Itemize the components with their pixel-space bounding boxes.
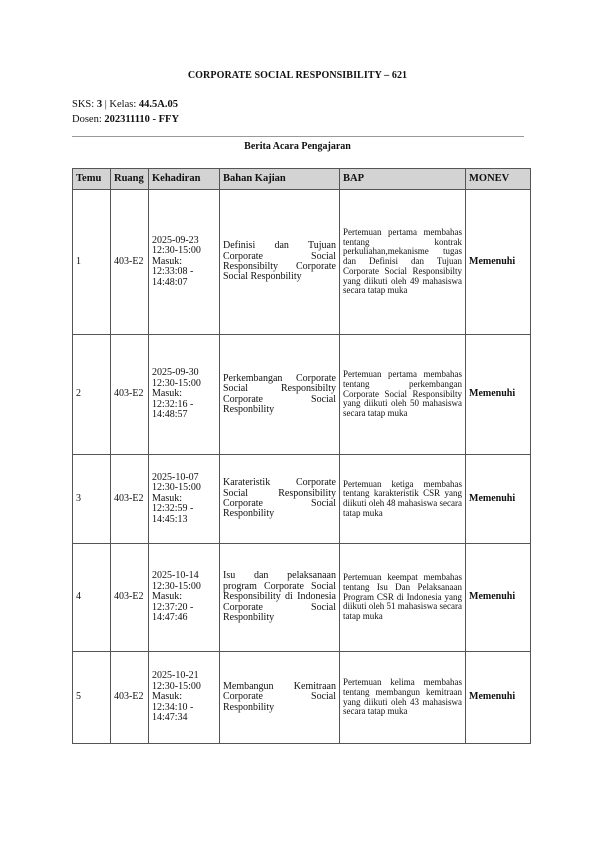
cell-ruang: 403-E2 [111,652,149,744]
cell-bahan-kajian: Membangun Kemitraan Corporate Social Responbility [220,652,340,744]
table-row [73,335,531,455]
cell-ruang: 403-E2 [111,190,149,335]
header-bap: BAP [340,169,466,190]
cell-bahan-kajian: Isu dan pelaksanaan program Corporate Social Responsibility di Indonesia Corporate Social Responbility [220,544,340,652]
table-row [73,455,531,544]
table-row [73,652,531,744]
dosen-label: Dosen: [72,114,105,125]
dosen-value: 202311110 - FFY [104,114,180,125]
cell-kehadiran [149,455,220,544]
header-temu: Temu [73,169,111,190]
cell-bap: Pertemuan pertama membahas tentang perkembangan Corporate Social Responsibilty yang diikuti oleh 50 mahasiswa secara tatap muka [340,335,466,455]
table-header-row [73,169,531,190]
kehadiran-tanggal: 2025-10-21 [152,670,199,682]
cell-temu: 4 [73,544,111,652]
cell-kehadiran [149,544,220,652]
kehadiran-masuk: 12:32:16 - 14:48:57 [152,398,194,421]
cell-bap: Pertemuan pertama membahas tentang kontrak perkuliahan,mekanisme tugas dan Definisi dan Tujuan Corporate Social Responsibilty yang diikuti oleh 49 mahasiswa secara tatap muka [340,190,466,335]
course-title: CORPORATE SOCIAL RESPONSIBILITY – 621 [187,70,408,81]
bap-table [72,168,531,744]
header-ruang: Ruang [111,169,149,190]
cell-kehadiran [149,652,220,744]
kehadiran-masuk-label: Masuk: [152,255,182,267]
header-monev: MONEV [466,169,531,190]
cell-monev: Memenuhi [466,190,531,335]
cell-ruang: 403-E2 [111,455,149,544]
cell-bahan-kajian: Perkembangan Corporate Social Responsibilty Corporate Social Responbility [220,335,340,455]
cell-monev: Memenuhi [466,544,531,652]
sks-value: 3 [96,99,103,110]
divider [72,136,524,137]
kehadiran-tanggal: 2025-10-14 [152,570,199,582]
cell-ruang: 403-E2 [111,544,149,652]
cell-temu: 3 [73,455,111,544]
cell-bap: Pertemuan ketiga membahas tentang karakteristik CSR yang diikuti oleh 48 mahasiswa secara tatap muka [340,455,466,544]
cell-kehadiran [149,335,220,455]
kehadiran-jam: 12:30-15:00 [152,245,201,257]
kehadiran-masuk-label: Masuk: [152,691,182,703]
cell-ruang: 403-E2 [111,335,149,455]
cell-monev: Memenuhi [466,652,531,744]
kehadiran-masuk-label: Masuk: [152,492,182,504]
kehadiran-masuk: 12:33:08 - 14:48:07 [152,266,194,288]
kehadiran-masuk: 12:37:20 - 14:47:46 [152,601,194,624]
section-title: Berita Acara Pengajaran [244,141,351,152]
kehadiran-masuk-label: Masuk: [152,591,182,603]
kehadiran-jam: 12:30-15:00 [152,482,201,494]
cell-bahan-kajian: Definisi dan Tujuan Corporate Social Responsibilty Corporate Social Responbility [220,190,340,335]
cell-temu: 5 [73,652,111,744]
cell-bap: Pertemuan kelima membahas tentang membangun kemitraan yang diikuti oleh 43 mahasiswa secara tatap muka [340,652,466,744]
header-bahan-kajian: Bahan Kajian [220,169,340,190]
kehadiran-masuk-label: Masuk: [152,388,182,400]
kehadiran-tanggal: 2025-10-07 [152,471,199,483]
cell-monev: Memenuhi [466,335,531,455]
cell-temu: 2 [73,335,111,455]
table-row [73,544,531,652]
cell-monev: Memenuhi [466,455,531,544]
cell-kehadiran [149,190,220,335]
kehadiran-jam: 12:30-15:00 [152,680,201,692]
cell-temu: 1 [73,190,111,335]
sks-kelas-line [72,99,178,110]
kehadiran-masuk: 12:34:10 - 14:47:34 [152,701,194,724]
cell-bap: Pertemuan keempat membahas tentang Isu Dan Pelaksanaan Program CSR di Indonesia yang diikuti oleh 51 mahasiswa secara tatap muka [340,544,466,652]
header-kehadiran: Kehadiran [149,169,220,190]
kelas-label: | Kelas: [102,99,139,110]
kehadiran-jam: 12:30-15:00 [152,377,201,389]
kehadiran-tanggal: 2025-09-23 [152,234,199,246]
kehadiran-tanggal: 2025-09-30 [152,367,199,379]
cell-bahan-kajian: Karateristik Corporate Social Responsibility Corporate Social Responbility [220,455,340,544]
table-row [73,190,531,335]
sks-label: SKS: [72,99,97,110]
kelas-value: 44.5A.05 [138,99,178,110]
kehadiran-masuk: 12:32:59 - 14:45:13 [152,503,194,525]
kehadiran-jam: 12:30-15:00 [152,580,201,592]
dosen-line [72,114,179,125]
